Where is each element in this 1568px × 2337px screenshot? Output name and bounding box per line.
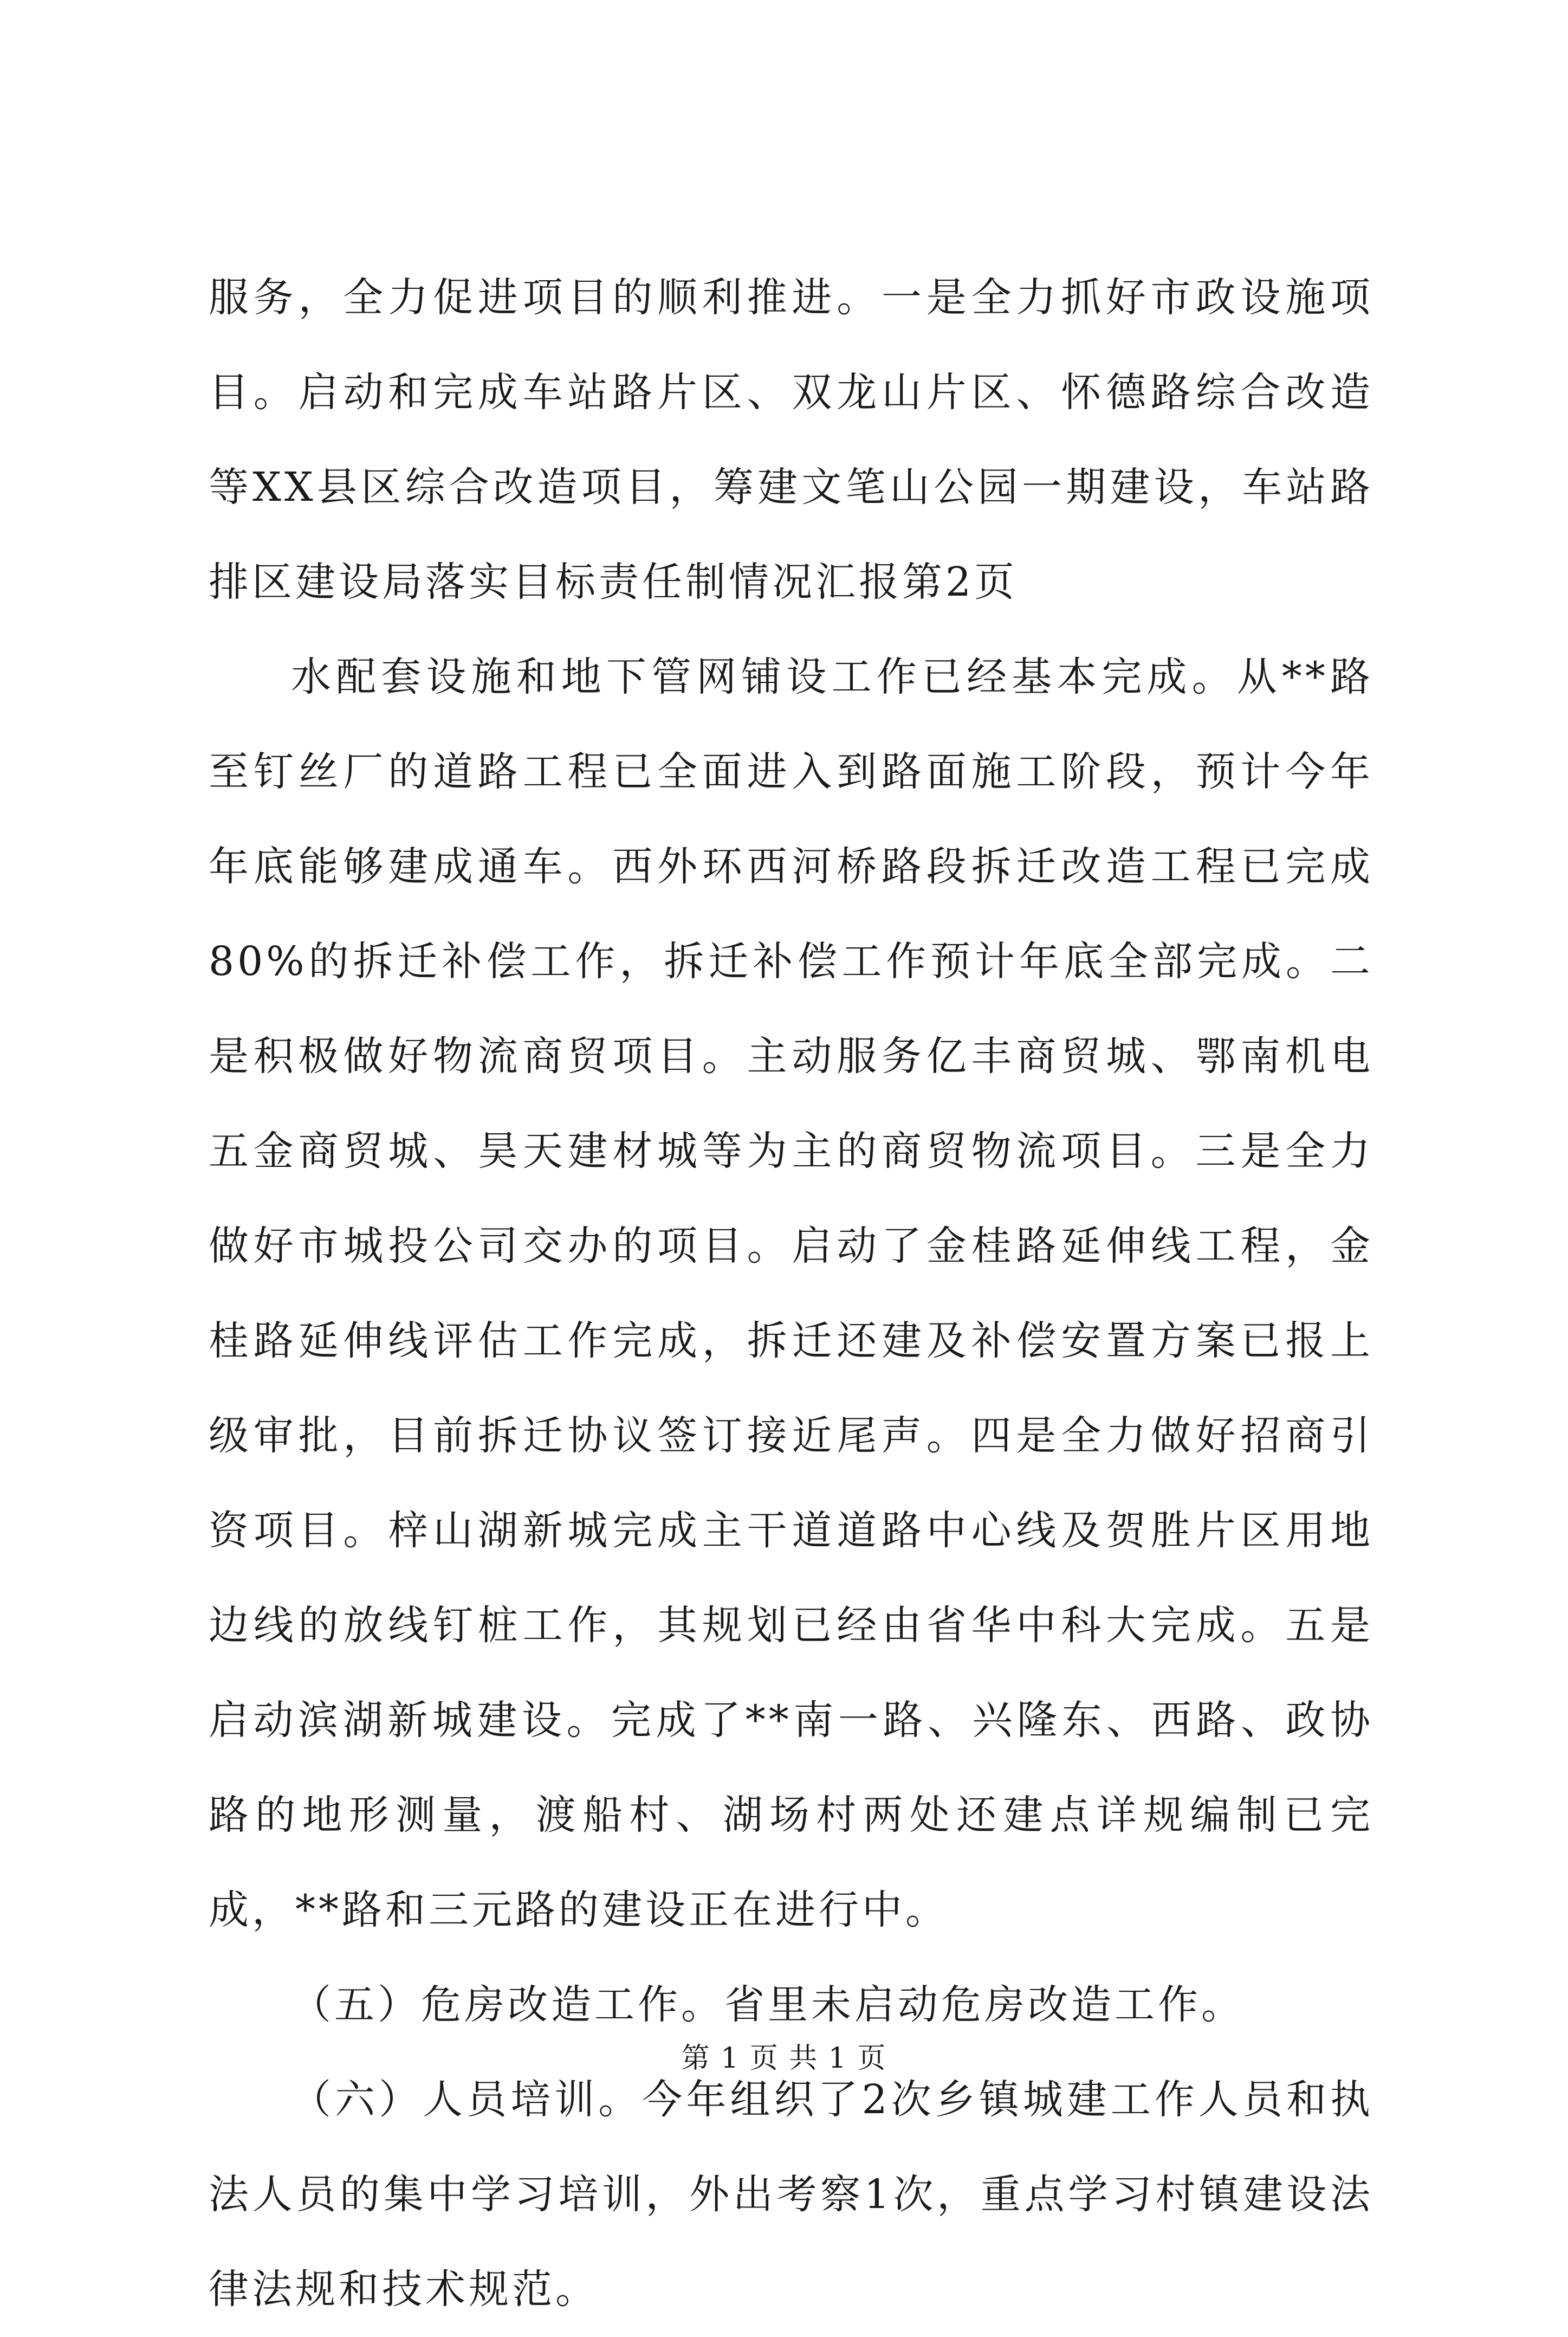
paragraph-continuation: 服务，全力促进项目的顺利推进。一是全力抓好市政设施项目。启动和完成车站路片区、双龙山片区、怀德路综合改造等XX县区综合改造项目，筹建文笔山公园一期建设，车站路排区建设局落实目标责任制情况汇报第2页 <box>209 274 1373 605</box>
page-footer: 第 1 页 共 1 页 <box>681 2042 887 2075</box>
paragraph-projects: 水配套设施和地下管网铺设工作已经基本完成。从**路至钉丝厂的道路工程已全面进入到路面施工阶段，预计今年年底能够建成通车。西外环西河桥路段拆迁改造工程已完成80%的拆迁补偿工作，拆迁补偿工作预计年底全部完成。二是积极做好物流商贸项目。主动服务亿丰商贸城、鄂南机电五金商贸城、昊天建材城等为主的商贸物流项目。三是全力做好市城投公司交办的项目。启动了金桂路延伸线工程，金桂路延伸线评估工作完成，拆迁还建及补偿安置方案已报上级审批，目前拆迁协议签订接近尾声。四是全力做好招商引资项目。梓山湖新城完成主干道道路中心线及贺胜片区用地边线的放线钉桩工作，其规划已经由省华中科大完成。五是启动滨湖新城建设。完成了**南一路、兴隆东、西路、政协路的地形测量，渡船村、湖场村两处还建点详规编制已完成，**路和三元路的建设正在进行中。 <box>209 654 1373 1933</box>
document-body <box>209 250 1373 2337</box>
paragraph-training: （六）人员培训。今年组织了2次乡镇城建工作人员和执法人员的集中学习培训，外出考察1次，重点学习村镇建设法律法规和技术规范。 <box>209 2076 1373 2313</box>
paragraph-dangerous-housing: （五）危房改造工作。省里未启动危房改造工作。 <box>291 1981 1245 2028</box>
